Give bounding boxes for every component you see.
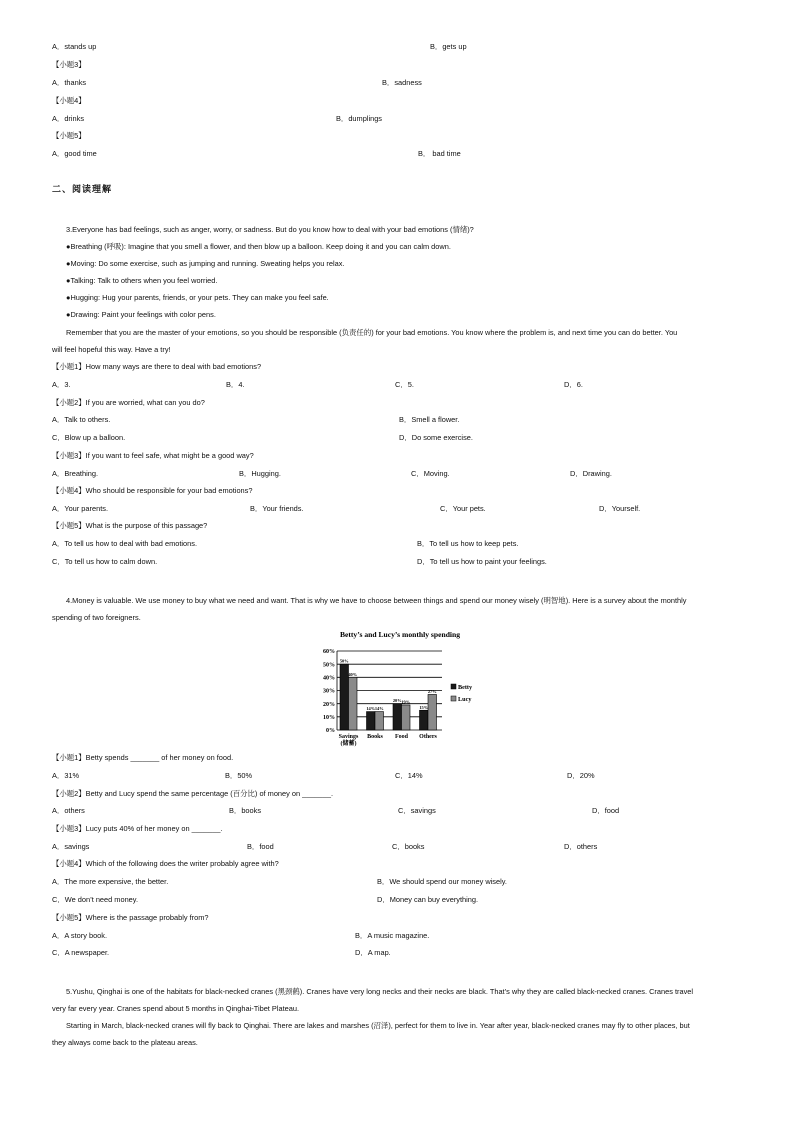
text-line: B．A music magazine. bbox=[355, 931, 430, 940]
text-line: C．14% bbox=[395, 771, 423, 780]
text-line: 【小题3】If you want to feel safe, what might be a good way? bbox=[52, 451, 254, 460]
data-label: 27% bbox=[427, 688, 437, 694]
bar-betty bbox=[340, 664, 349, 730]
text-line: ●Breathing (呼吸): Imagine that you smell a flower, and then blow up a balloon. Keep doing it and you can calm down. bbox=[66, 242, 451, 251]
text-line: C．We don’t need money. bbox=[52, 895, 138, 904]
text-line: A．Talk to others. bbox=[52, 415, 111, 424]
text-line: very far every year. Cranes spend about 5 months in Qinghai-Tibet Plateau. bbox=[52, 1004, 300, 1013]
text-line: B．4. bbox=[226, 380, 245, 389]
text-line: B．Smell a flower. bbox=[399, 415, 460, 424]
y-tick-label: 0% bbox=[326, 728, 335, 735]
text-line: C．5. bbox=[395, 380, 414, 389]
text-line: B．50% bbox=[225, 771, 253, 780]
y-tick-label: 30% bbox=[323, 688, 335, 695]
text-line: A．stands up bbox=[52, 42, 97, 51]
text-line: B．Hugging. bbox=[239, 469, 281, 478]
text-line: they always come back to the plateau areas. bbox=[52, 1038, 198, 1047]
y-tick-label: 20% bbox=[323, 701, 335, 708]
text-line: C．savings bbox=[398, 806, 436, 815]
text-line: ●Moving: Do some exercise, such as jumping and running. Sweating helps you relax. bbox=[66, 259, 345, 268]
text-line: will feel hopeful this way. Have a try! bbox=[52, 345, 171, 354]
x-tick-label: Food bbox=[394, 734, 409, 740]
data-label: 40% bbox=[348, 671, 358, 677]
text-line: 【小题2】Betty and Lucy spend the same percentage (百分比) of money on _______. bbox=[52, 789, 333, 798]
text-line: D．20% bbox=[567, 771, 595, 780]
legend-swatch bbox=[451, 684, 456, 689]
text-line: A．A story book. bbox=[52, 931, 108, 940]
text-line: 【小题3】Lucy puts 40% of her money on _______. bbox=[52, 824, 223, 833]
text-line: B．We should spend our money wisely. bbox=[377, 877, 507, 886]
legend-label: Lucy bbox=[458, 695, 472, 703]
text-line: 【小题5】Where is the passage probably from? bbox=[52, 913, 209, 922]
text-line: D．Yourself. bbox=[599, 504, 641, 513]
text-line: D．Money can buy everything. bbox=[377, 895, 479, 904]
text-line: ●Talking: Talk to others when you feel worried. bbox=[66, 276, 218, 285]
text-line: 【小题1】How many ways are there to deal with bad emotions? bbox=[52, 362, 262, 371]
data-label: 50% bbox=[339, 658, 349, 664]
bar-lucy bbox=[375, 712, 384, 730]
legend-label: Betty bbox=[458, 683, 473, 691]
bar-betty bbox=[367, 712, 376, 730]
text-line: A．good time bbox=[52, 149, 97, 158]
data-label: 15% bbox=[419, 704, 429, 710]
text-line: A．others bbox=[52, 806, 85, 815]
text-line: 5.Yushu, Qinghai is one of the habitats for black-necked cranes (黑颈鹤). Cranes have very long necks and their necks are black. That’s why they are called black-necked cranes. Cranes travel bbox=[66, 987, 694, 996]
text-line: A．The more expensive, the better. bbox=[52, 877, 169, 886]
text-line: C．A newspaper. bbox=[52, 948, 110, 957]
text-line: Remember that you are the master of your emotions, so you should be responsible (负责任的) for your bad emotions. You know where the problem is, and next time you can do better. You bbox=[66, 328, 678, 337]
text-line: A．thanks bbox=[52, 78, 87, 87]
legend-swatch bbox=[451, 696, 456, 701]
text-line: A．To tell us how to deal with bad emotions. bbox=[52, 539, 198, 548]
text-line: D．food bbox=[592, 806, 620, 815]
text-line: 3.Everyone has bad feelings, such as anger, worry, or sadness. But do you know how to deal with your bad emotions (情绪)? bbox=[66, 225, 474, 234]
y-tick-label: 10% bbox=[323, 715, 335, 722]
text-line: A．Breathing. bbox=[52, 469, 99, 478]
text-line: D．To tell us how to paint your feelings. bbox=[417, 557, 547, 566]
text-line: ●Drawing: Paint your feelings with color pens. bbox=[66, 310, 216, 319]
text-line: D．Do some exercise. bbox=[399, 433, 473, 442]
text-line: spending of two foreigners. bbox=[52, 613, 141, 622]
bar-betty bbox=[393, 704, 402, 730]
bar-lucy bbox=[428, 694, 437, 730]
x-tick-label: Others bbox=[419, 734, 437, 740]
text-line: D．Drawing. bbox=[570, 469, 612, 478]
text-line: B．books bbox=[229, 806, 262, 815]
data-label: 19% bbox=[401, 699, 411, 705]
x-tick-label: Books bbox=[367, 734, 383, 740]
x-tick-sublabel: (储蓄) bbox=[340, 741, 357, 747]
text-line: B．dumplings bbox=[336, 114, 383, 123]
text-line: 【小题5】What is the purpose of this passage? bbox=[52, 521, 208, 530]
bar-betty bbox=[420, 710, 429, 730]
bar-lucy bbox=[402, 705, 411, 730]
data-label: 20% bbox=[392, 698, 402, 704]
text-line: C．To tell us how to calm down. bbox=[52, 557, 158, 566]
text-line: B．Your friends. bbox=[250, 504, 304, 513]
text-line: 【小题4】 bbox=[52, 96, 86, 105]
bar-lucy bbox=[349, 677, 358, 730]
text-line: D．others bbox=[564, 842, 598, 851]
text-line: 【小题3】 bbox=[52, 60, 86, 69]
text-line: ●Hugging: Hug your parents, friends, or your pets. They can make you feel safe. bbox=[66, 293, 329, 302]
text-line: 【小题2】If you are worried, what can you do? bbox=[52, 398, 205, 407]
text-line: 4.Money is valuable. We use money to buy what we need and want. That is why we have to choose between things and spend our money wisely (明智地). Here is a survey about the monthly bbox=[66, 596, 687, 605]
text-line: D．6. bbox=[564, 380, 583, 389]
text-line: 【小题5】 bbox=[52, 131, 86, 140]
text-line: A．3. bbox=[52, 380, 71, 389]
text-line: B．To tell us how to keep pets. bbox=[417, 539, 519, 548]
text-line: 二、阅读理解 bbox=[52, 184, 113, 194]
text-line: D．A map. bbox=[355, 948, 391, 957]
x-tick-label: Savings bbox=[338, 734, 359, 740]
text-line: Starting in March, black-necked cranes will fly back to Qinghai. There are lakes and marshes (沼泽), perfect for them to live in. Year after year, black-necked cranes may fly to other places, but bbox=[66, 1021, 690, 1030]
text-line: 【小题4】Who should be responsible for your bad emotions? bbox=[52, 486, 253, 495]
text-line: 【小题4】Which of the following does the writer probably agree with? bbox=[52, 859, 279, 868]
spending-bar-chart bbox=[310, 626, 490, 754]
text-line: C．books bbox=[392, 842, 425, 851]
chart-title: Betty’s and Lucy’s monthly spending bbox=[339, 630, 461, 639]
y-tick-label: 40% bbox=[323, 675, 335, 682]
text-line: 【小题1】Betty spends _______ of her money on food. bbox=[52, 753, 234, 762]
text-line: A．drinks bbox=[52, 114, 85, 123]
text-line: A．Your parents. bbox=[52, 504, 109, 513]
y-tick-label: 50% bbox=[323, 662, 335, 669]
y-tick-label: 60% bbox=[323, 649, 335, 656]
text-line: A．savings bbox=[52, 842, 90, 851]
data-label: 14% bbox=[374, 706, 384, 712]
text-line: B．gets up bbox=[430, 42, 467, 51]
text-line: C．Moving. bbox=[411, 469, 450, 478]
data-label: 14% bbox=[366, 706, 376, 712]
text-line: A．31% bbox=[52, 771, 80, 780]
text-line: B．sadness bbox=[382, 78, 422, 87]
text-line: B． bad time bbox=[418, 149, 461, 158]
text-line: B．food bbox=[247, 842, 274, 851]
text-line: C．Your pets. bbox=[440, 504, 486, 513]
text-line: C．Blow up a balloon. bbox=[52, 433, 126, 442]
